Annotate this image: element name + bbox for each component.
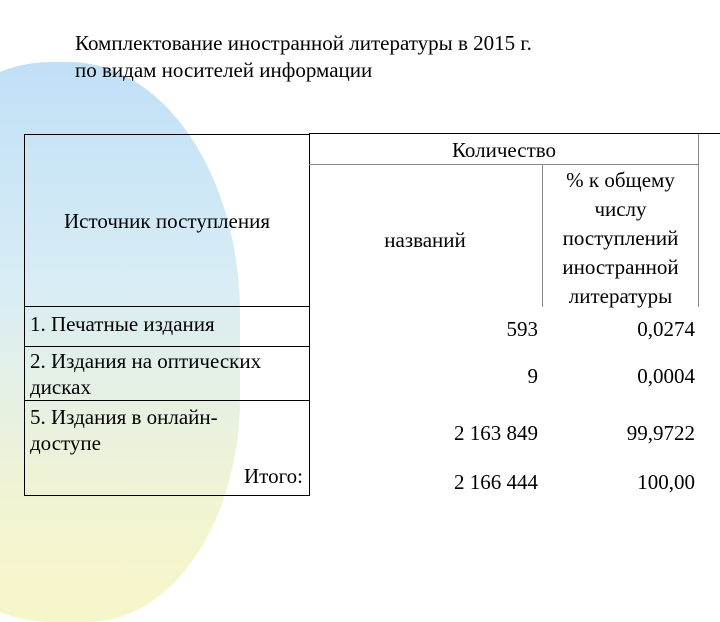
header-bottom-rule bbox=[24, 306, 310, 307]
row-titles-value: 9 bbox=[527, 364, 538, 388]
row-percent-value: 0,0004 bbox=[637, 364, 695, 388]
header-percent-line: % к общему bbox=[566, 168, 675, 192]
table-row-label-line: дисках bbox=[30, 375, 91, 399]
header-source: Источник поступления bbox=[64, 209, 270, 233]
page-title bbox=[75, 30, 532, 84]
table-row-label-line: 5. Издания в онлайн- bbox=[30, 405, 218, 429]
title-line-2: по видам носителей информации bbox=[75, 58, 373, 82]
row-2-rule bbox=[24, 400, 310, 401]
header-percent-line: числу bbox=[594, 197, 647, 221]
row-titles-value: 593 bbox=[506, 317, 538, 341]
row-percent-value: 99,9722 bbox=[626, 421, 695, 445]
row-1-rule bbox=[24, 346, 310, 347]
header-percent-line: иностранной bbox=[562, 255, 679, 279]
header-titles: названий bbox=[384, 228, 466, 252]
quantity-header-rule bbox=[309, 164, 699, 165]
total-titles-value: 2 166 444 bbox=[454, 470, 538, 494]
row-titles-value: 2 163 849 bbox=[454, 421, 538, 445]
table-row-label-line: доступе bbox=[30, 431, 101, 455]
table-row-label-line: 2. Издания на оптических bbox=[30, 349, 262, 373]
header-percent bbox=[543, 166, 698, 311]
table-row-label bbox=[30, 348, 305, 400]
header-quantity: Количество bbox=[451, 138, 557, 162]
row-percent-value: 0,0274 bbox=[637, 317, 695, 341]
total-percent-value: 100,00 bbox=[637, 470, 695, 494]
table-right-rule bbox=[698, 134, 699, 307]
table-row-label bbox=[30, 404, 305, 456]
header-percent-line: поступлений bbox=[562, 226, 679, 250]
table-row-label: 1. Печатные издания bbox=[30, 312, 215, 336]
table-top-rule bbox=[309, 133, 720, 134]
header-percent-line: литературы bbox=[568, 284, 673, 308]
title-line-1: Комплектование иностранной литературы в 2015 г. bbox=[75, 31, 532, 55]
total-label: Итого: bbox=[244, 464, 303, 488]
